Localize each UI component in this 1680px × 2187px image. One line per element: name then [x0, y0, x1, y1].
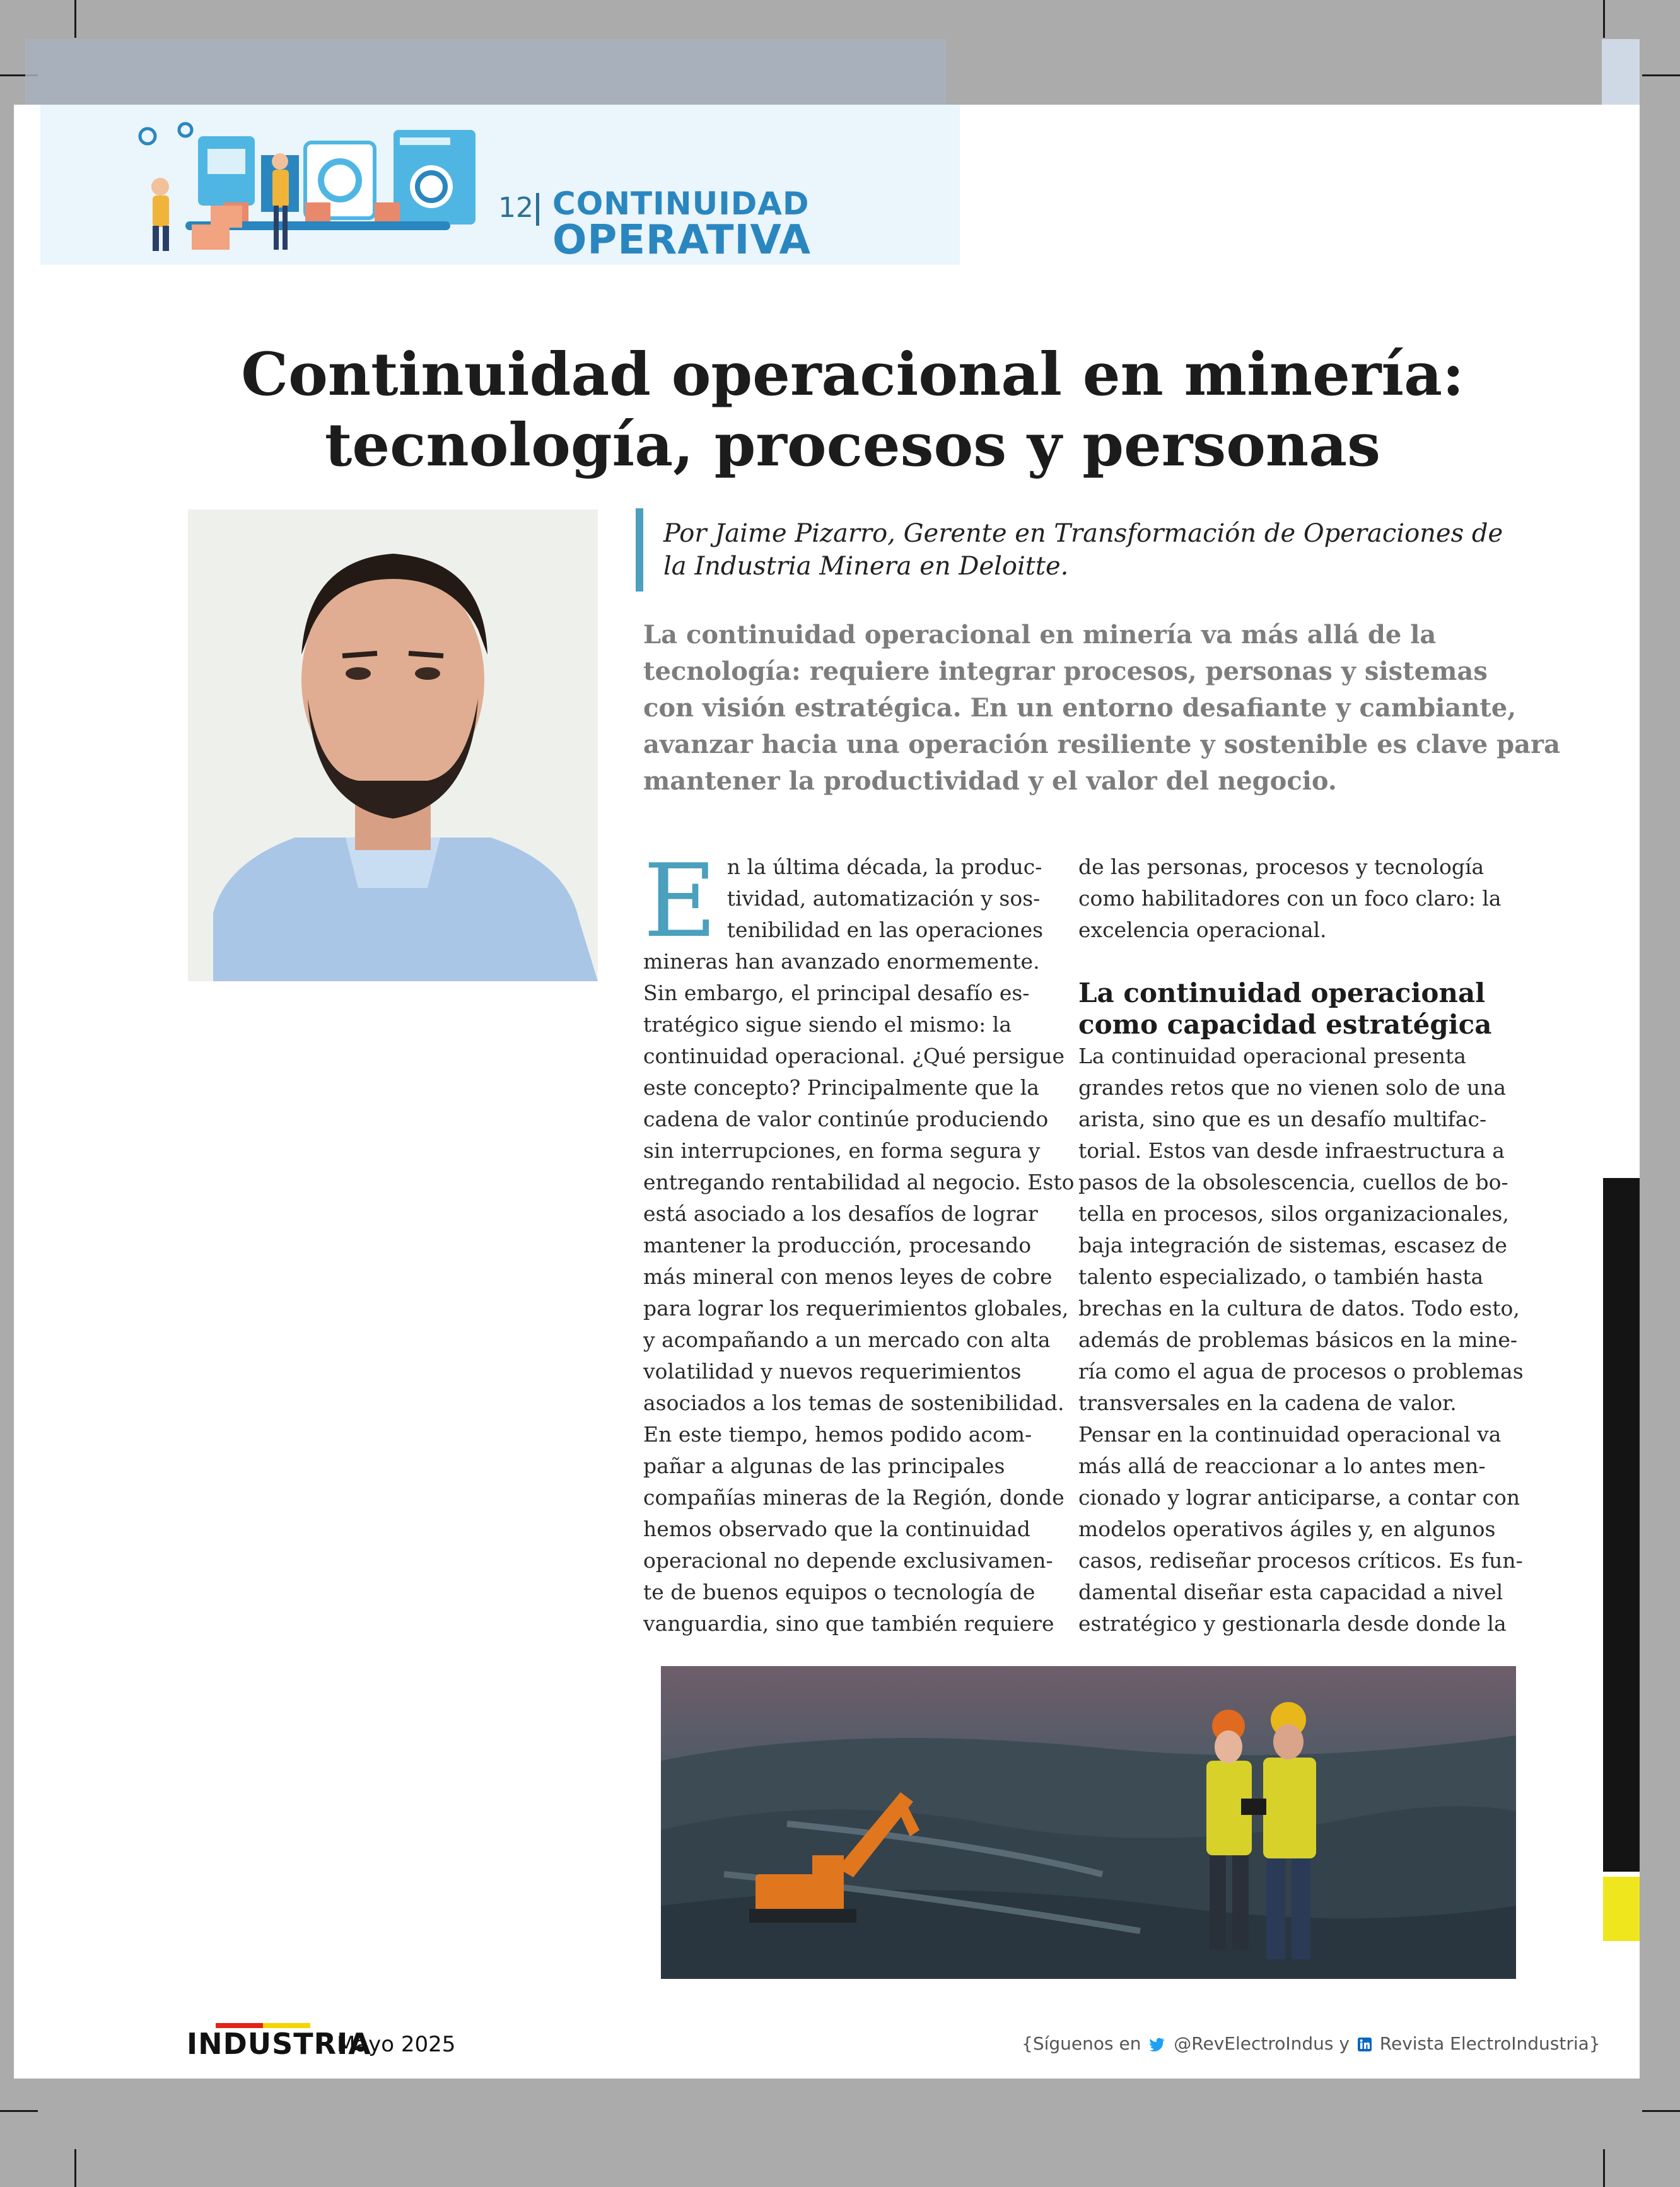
crop-mark	[74, 2149, 76, 2187]
crop-mark	[1603, 0, 1605, 38]
article-byline: Por Jaime Pizarro, Gerente en Transformación de Operaciones de la Industria Minera en Deloitte.	[663, 519, 1503, 581]
article-column-1	[643, 842, 1075, 1640]
linkedin-icon[interactable]	[1358, 2038, 1372, 2051]
issue-date: Mayo 2025	[337, 2032, 456, 2057]
body-line: hemos observado que la continuidad	[643, 1517, 1030, 1541]
article-title	[90, 339, 1616, 481]
body-line: En este tiempo, hemos podido acom-	[643, 1422, 1032, 1447]
body-line: cadena de valor continúe produciendo	[643, 1107, 1049, 1131]
body-line: compañías mineras de la Región, donde	[643, 1485, 1065, 1510]
body-line: está asociado a los desafíos de lograr	[643, 1201, 1038, 1226]
body-line: transversales en la cadena de valor.	[1078, 1391, 1457, 1415]
crop-mark	[0, 2110, 38, 2112]
body-line: casos, rediseñar procesos críticos. Es fun-	[1078, 1548, 1523, 1573]
body-line: La continuidad operacional presenta	[1078, 1044, 1466, 1068]
body-line: n la última década, la produc-	[726, 854, 1042, 879]
author-portrait-photo	[188, 510, 598, 981]
body-line: operacional no depende exclusivamen-	[643, 1548, 1053, 1573]
body-line: como habilitadores con un foco claro: la	[1078, 886, 1502, 911]
body-line: pasos de la obsolescencia, cuellos de bo-	[1078, 1170, 1508, 1194]
drop-cap: E	[643, 842, 717, 960]
section-title-line1: CONTINUIDAD	[552, 185, 810, 222]
body-line: Sin embargo, el principal desafío es-	[643, 981, 1030, 1005]
body-line: damental diseñar esta capacidad a nivel	[1078, 1580, 1503, 1604]
body-line: tella en procesos, silos organizacionales,	[1078, 1201, 1509, 1226]
magazine-logo: INDUSTRIA	[187, 2027, 371, 2061]
magazine-page	[14, 105, 1640, 2079]
body-line: grandes retos que no vienen solo de una	[1078, 1075, 1507, 1100]
section-title-line2: OPERATIVA	[552, 217, 812, 264]
lead-line: tecnología: requiere integrar procesos, personas y sistemas	[643, 656, 1488, 686]
body-line: tividad, automatización y sos-	[726, 886, 1041, 911]
body-line: estratégico y gestionarla desde donde la	[1078, 1611, 1507, 1636]
lead-line: La continuidad operacional en minería va más allá de la	[643, 620, 1437, 650]
body-line: pañar a algunas de las principales	[643, 1454, 1005, 1478]
body-line: entregando rentabilidad al negocio. Esto	[643, 1170, 1075, 1194]
body-line: asociados a los temas de sostenibilidad.	[643, 1391, 1065, 1415]
side-tab-yellow	[1603, 1877, 1640, 1941]
body-line: excelencia operacional.	[1078, 918, 1327, 942]
subheading-line: La continuidad operacional	[1078, 977, 1486, 1008]
mining-site-photo	[661, 1666, 1516, 1979]
article-lead	[643, 617, 1561, 800]
body-line: además de problemas básicos en la mine-	[1078, 1327, 1518, 1352]
article-column-2	[1078, 851, 1524, 1640]
article-title-line: Continuidad operacional en minería:	[241, 340, 1464, 409]
twitter-icon[interactable]	[1149, 2038, 1165, 2051]
body-line: más mineral con menos leyes de cobre	[643, 1264, 1053, 1289]
twitter-handle-link[interactable]: @RevElectroIndus y	[1174, 2033, 1350, 2054]
body-line: modelos operativos ágiles y, en algunos	[1078, 1517, 1496, 1541]
crop-mark	[1603, 2149, 1605, 2187]
subheading-line: como capacidad estratégica	[1078, 1009, 1492, 1040]
body-line: volatilidad y nuevos requerimientos	[643, 1359, 1022, 1384]
lead-line: mantener la productividad y el valor del negocio.	[643, 766, 1337, 796]
body-line: tratégico sigue siendo el mismo: la	[643, 1012, 1012, 1037]
body-line: este concepto? Principalmente que la	[643, 1075, 1039, 1100]
body-line: brechas en la cultura de datos. Todo esto,	[1078, 1296, 1520, 1321]
section-header-banner	[40, 105, 960, 265]
page-number: 12	[498, 192, 534, 224]
social-follow-label: {Síguenos en	[1022, 2033, 1141, 2054]
body-line: de las personas, procesos y tecnología	[1078, 854, 1485, 879]
social-follow	[1022, 2033, 1601, 2054]
body-line: baja integración de sistemas, escasez de	[1078, 1233, 1507, 1257]
body-line: tenibilidad en las operaciones	[726, 918, 1044, 942]
crop-mark	[1642, 74, 1680, 76]
body-line: arista, sino que es un desafío multifac-	[1078, 1107, 1487, 1131]
body-line: ría como el agua de procesos o problemas	[1078, 1359, 1524, 1384]
body-line: talento especializado, o también hasta	[1078, 1264, 1484, 1289]
crop-mark	[74, 0, 76, 38]
body-line: te de buenos equipos o tecnología de	[643, 1580, 1035, 1604]
body-line: más allá de reaccionar a lo antes men-	[1078, 1454, 1486, 1478]
body-line: sin interrupciones, en forma segura y	[643, 1138, 1041, 1163]
body-line: continuidad operacional. ¿Qué persigue	[643, 1044, 1065, 1068]
section-divider	[536, 193, 539, 226]
body-line: vanguardia, sino que también requiere	[643, 1611, 1054, 1636]
byline-accent-bar	[636, 508, 643, 592]
crop-mark	[1642, 2110, 1680, 2112]
body-line: cionado y lograr anticiparse, a contar con	[1078, 1485, 1520, 1510]
lead-line: avanzar hacia una operación resiliente y sostenible es clave para	[643, 730, 1561, 759]
body-line: mantener la producción, procesando	[643, 1233, 1032, 1257]
body-line: Pensar en la continuidad operacional va	[1078, 1422, 1502, 1447]
lead-line: con visión estratégica. En un entorno desafiante y cambiante,	[643, 693, 1517, 723]
body-line: torial. Estos van desde infraestructura a	[1078, 1138, 1505, 1163]
body-line: y acompañando a un mercado con alta	[643, 1327, 1051, 1352]
side-tab-black	[1603, 1178, 1640, 1872]
linkedin-name-link[interactable]: Revista ElectroIndustria}	[1379, 2033, 1601, 2054]
factory-workers-illustration-icon	[116, 117, 501, 256]
body-line: mineras han avanzado enormemente.	[643, 949, 1040, 974]
body-line: para lograr los requerimientos globales,	[643, 1296, 1069, 1321]
article-title-line: tecnología, procesos y personas	[324, 411, 1381, 480]
